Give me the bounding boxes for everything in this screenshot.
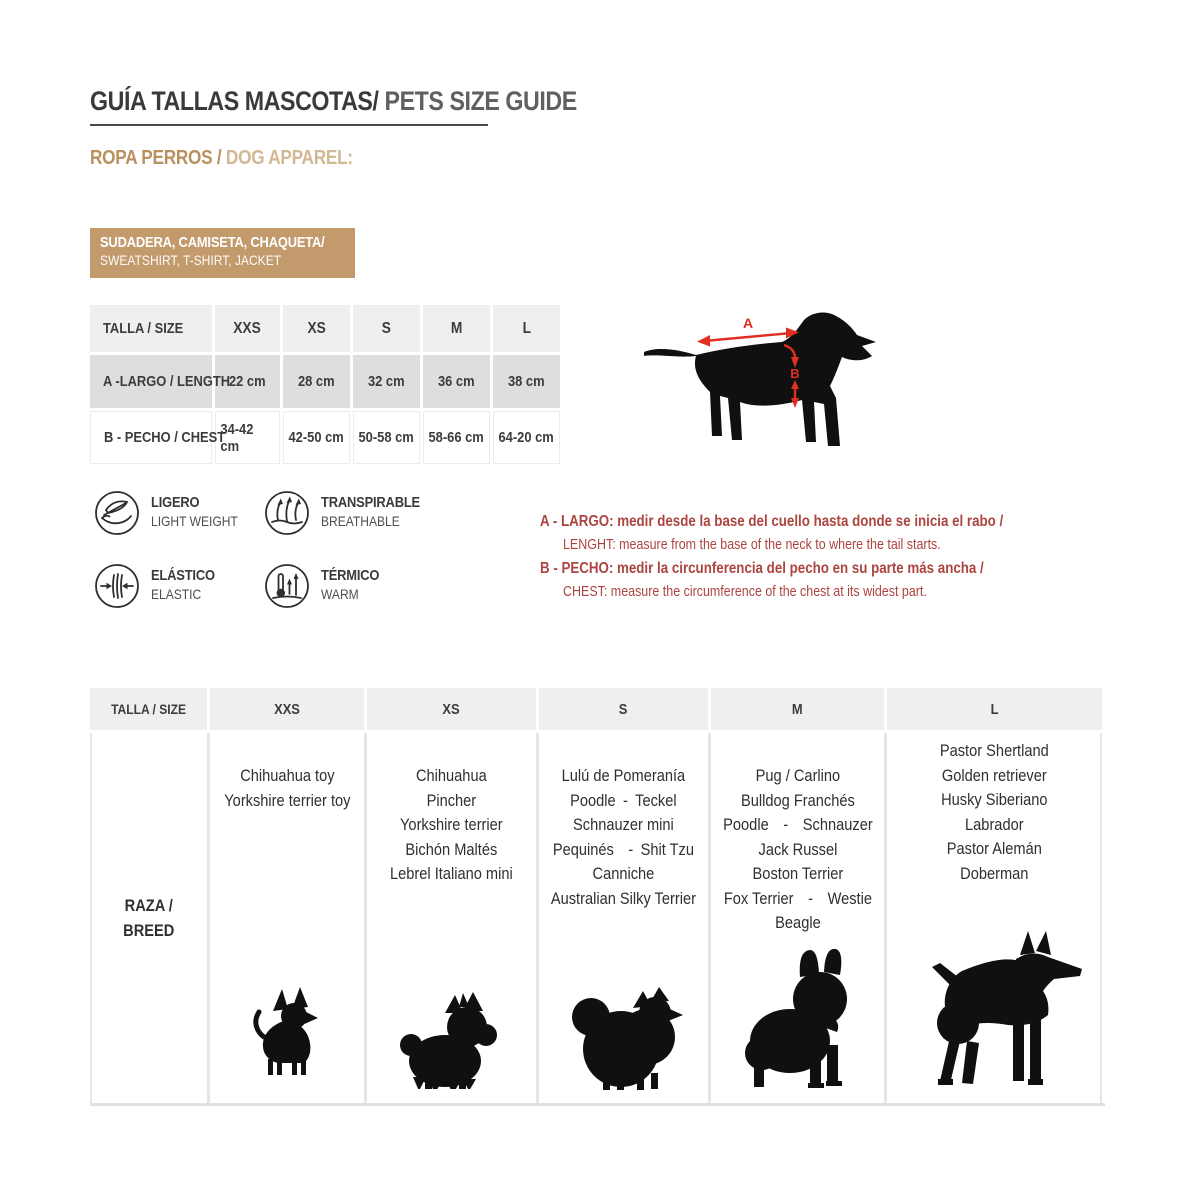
breed-col-xs: XS xyxy=(367,688,536,730)
breed-name: Lebrel Italiano mini xyxy=(390,864,513,883)
page-title xyxy=(90,86,577,126)
doberman-silhouette-icon xyxy=(904,929,1086,1091)
breed-name: Canniche xyxy=(592,864,655,883)
breed-cell-l xyxy=(887,733,1102,1103)
yorkshire-silhouette-icon xyxy=(399,987,505,1089)
breed-name: Schnauzer mini xyxy=(573,815,674,834)
note-a-spanish: A - LARGO: medir desde la base del cuello hasta donde se inicia el rabo / xyxy=(540,513,1004,530)
breed-name: Chihuahua xyxy=(416,766,487,785)
breathable-icon xyxy=(263,489,311,537)
measuring-notes xyxy=(540,510,1004,604)
breed-col-xxs: XXS xyxy=(210,688,364,730)
breed-name: Poodle - Schnauzer xyxy=(722,815,873,834)
section-subtitle xyxy=(90,147,396,170)
size-table-corner-header: TALLA / SIZE xyxy=(90,305,212,352)
labrador-silhouette-icon xyxy=(636,308,886,456)
feature-elastic: ELÁSTICO ELASTIC xyxy=(93,562,225,610)
breed-name: Pug / Carlino xyxy=(755,766,840,785)
breed-name: Pastor Alemán xyxy=(946,839,1043,858)
chest-value-m: 58-66 cm xyxy=(423,411,490,464)
breed-table xyxy=(90,688,1102,1103)
breed-name: Yorkshire terrier toy xyxy=(223,790,351,810)
subtitle-english: DOG APPAREL: xyxy=(225,147,353,169)
breed-list-m xyxy=(723,733,873,936)
note-a-english: LENGHT: measure from the base of the neck to where the tail starts. xyxy=(563,536,941,553)
chest-value-l: 64-20 cm xyxy=(493,411,560,464)
subtitle-spanish: ROPA PERROS / xyxy=(90,147,222,169)
breed-name: Jack Russel xyxy=(758,839,837,859)
size-table xyxy=(90,305,560,464)
breed-list-xs xyxy=(390,733,513,887)
note-b-english: CHEST: measure the circumference of the chest at its widest part. xyxy=(563,583,927,600)
breed-table-corner-header: TALLA / SIZE xyxy=(90,688,207,730)
breed-col-l: L xyxy=(887,688,1102,730)
chest-value-xs: 42-50 cm xyxy=(283,411,350,464)
size-col-s: S xyxy=(353,305,420,352)
breed-name: Bulldog Franchés xyxy=(740,790,855,810)
breed-col-s: S xyxy=(539,688,708,730)
length-value-xxs: 22 cm xyxy=(215,355,280,408)
size-col-xxs: XXS xyxy=(215,305,280,352)
breed-name: Chihuahua toy xyxy=(239,766,335,785)
length-value-l: 38 cm xyxy=(493,355,560,408)
category-box xyxy=(90,228,355,278)
category-line-spanish: SUDADERA, CAMISETA, CHAQUETA/ xyxy=(100,234,325,251)
row-label-english: BREED xyxy=(122,921,175,940)
size-col-xs: XS xyxy=(283,305,350,352)
breed-cell-s xyxy=(539,733,708,1103)
title-english: PETS SIZE GUIDE xyxy=(384,86,577,116)
chihuahua-silhouette-icon xyxy=(248,985,326,1077)
measurement-diagram xyxy=(636,308,886,456)
length-value-xs: 28 cm xyxy=(283,355,350,408)
elastic-icon xyxy=(93,562,141,610)
breed-cell-xs xyxy=(367,733,536,1103)
feather-hand-icon xyxy=(93,489,141,537)
thermometer-icon xyxy=(263,562,311,610)
breed-name: Poodle - Teckel xyxy=(570,790,677,810)
note-b-spanish: B - PECHO: medir la circunferencia del pecho en su parte más ancha / xyxy=(540,560,984,577)
feature-breathable: TRANSPIRABLE BREATHABLE xyxy=(263,489,436,537)
breed-col-m: M xyxy=(711,688,884,730)
diagram-label-b: B xyxy=(790,366,800,381)
chest-value-xxs: 34-42 cm xyxy=(215,411,280,464)
feature-lightweight: LIGERO LIGHT WEIGHT xyxy=(93,489,252,537)
length-value-m: 36 cm xyxy=(423,355,490,408)
breed-name: Boston Terrier xyxy=(752,864,843,883)
breed-table-bottom-border xyxy=(90,1103,1105,1106)
title-spanish: GUÍA TALLAS MASCOTAS/ xyxy=(90,86,379,116)
breed-name: Pastor Shertland xyxy=(940,741,1049,760)
breed-cell-m xyxy=(711,733,884,1103)
length-value-s: 32 cm xyxy=(353,355,420,408)
breed-row-label xyxy=(90,733,207,1103)
chest-row-label: B - PECHO / CHEST xyxy=(90,411,212,464)
breed-list-l xyxy=(940,733,1049,886)
breed-name: Pincher xyxy=(426,790,477,810)
feature-warm: TÉRMICO WARM xyxy=(263,562,389,610)
breed-name: Doberman xyxy=(960,863,1029,883)
breed-name: Beagle xyxy=(774,913,821,932)
french-bulldog-silhouette-icon xyxy=(740,947,856,1089)
category-line-english: SWEATSHIRT, T-SHIRT, JACKET xyxy=(100,252,282,268)
breed-list-s xyxy=(551,733,696,911)
breed-name: Lulú de Pomeranía xyxy=(561,766,686,785)
breed-name: Bichón Maltés xyxy=(405,839,498,859)
row-label-spanish: RAZA / xyxy=(124,896,173,915)
length-row-label: A -LARGO / LENGTH xyxy=(90,355,212,408)
size-col-m: M xyxy=(423,305,490,352)
chest-value-s: 50-58 cm xyxy=(353,411,420,464)
breed-name: Yorkshire terrier xyxy=(400,815,503,834)
breed-list-xxs xyxy=(224,733,350,813)
pomeranian-silhouette-icon xyxy=(563,979,685,1091)
breed-name: Pequinés - Shit Tzu xyxy=(552,839,695,859)
breed-cell-xxs xyxy=(210,733,364,1103)
size-col-l: L xyxy=(493,305,560,352)
breed-name: Fox Terrier - Westie xyxy=(723,888,872,908)
breed-name: Golden retriever xyxy=(942,765,1047,785)
breed-name: Husky Siberiano xyxy=(941,790,1048,809)
diagram-label-a: A xyxy=(742,315,754,331)
breed-name: Labrador xyxy=(965,814,1024,834)
breed-name: Australian Silky Terrier xyxy=(550,888,697,908)
